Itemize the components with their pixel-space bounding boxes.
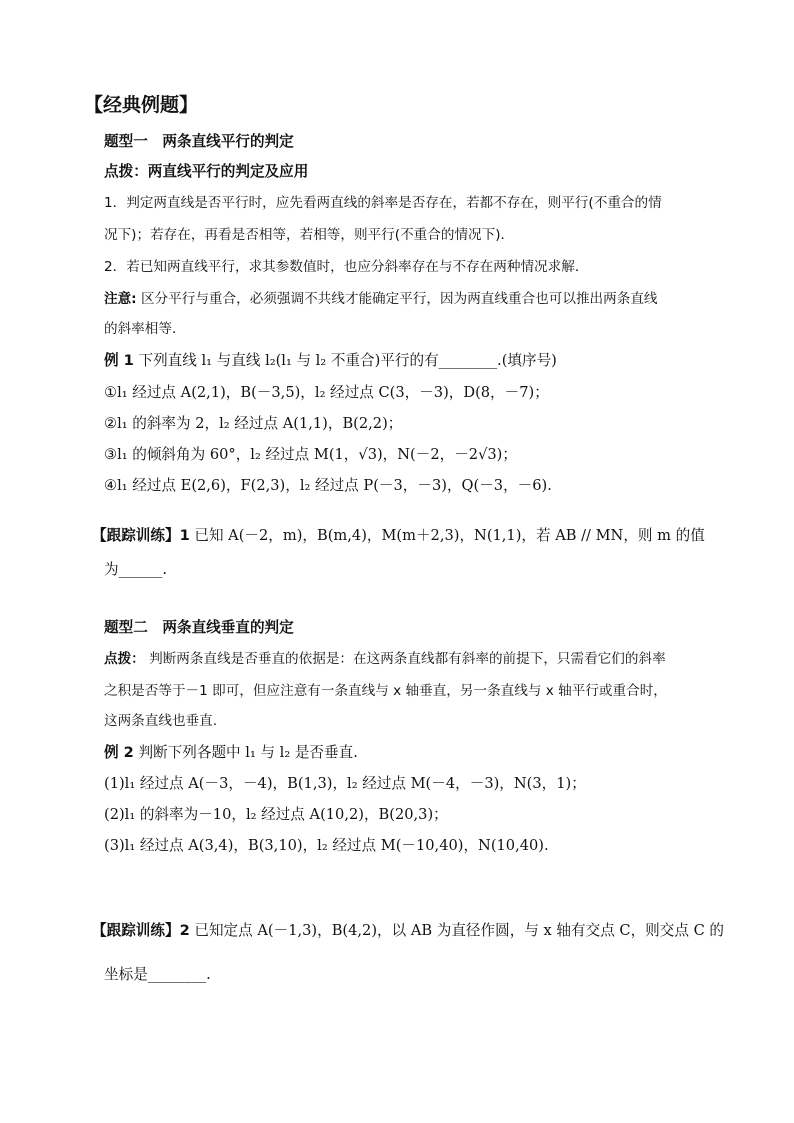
type1-tip-label: 点拨：两直线平行的判定及应用 bbox=[104, 163, 309, 180]
note-label: 注意: bbox=[104, 291, 137, 307]
example-1-item-4: ④l₁ 经过点 E(2,6)，F(2,3)，l₂ 经过点 P(－3，－3)，Q(－3，－6). bbox=[104, 477, 552, 494]
type2-tip bbox=[104, 653, 666, 667]
practice-2 bbox=[92, 924, 724, 939]
practice-2-text: 已知定点 A(－1,3)，B(4,2)，以 AB 为直径作圆，与 x 轴有交点 C，则交点 C 的 bbox=[194, 922, 725, 939]
type2-tip-line-3: 这两条直线也垂直. bbox=[104, 713, 218, 729]
example-2-item-1: (1)l₁ 经过点 A(－3，－4)，B(1,3)，l₂ 经过点 M(－4，－3)，N(3，1)； bbox=[104, 775, 586, 792]
example-2-item-3: (3)l₁ 经过点 A(3,4)，B(3,10)，l₂ 经过点 M(－10,40)，N(10,40). bbox=[104, 837, 549, 854]
note-text: 区分平行与重合，必须强调不共线才能确定平行，因为两直线重合也可以推出两条直线 bbox=[140, 291, 658, 307]
type1-tip-line-1: 1．判定两直线是否平行时，应先看两直线的斜率是否存在，若都不存在，则平行(不重合的情 bbox=[104, 195, 662, 211]
example-1 bbox=[104, 354, 557, 369]
practice-1-label: 【跟踪训练】1 bbox=[92, 527, 190, 544]
type2-tip-text: 判断两条直线是否垂直的依据是：在这两条直线都有斜率的前提下，只需看它们的斜率 bbox=[149, 651, 666, 667]
section-title: 【经典例题】 bbox=[84, 94, 199, 116]
type2-heading: 题型二 两条直线垂直的判定 bbox=[104, 619, 294, 636]
type1-heading: 题型一 两条直线平行的判定 bbox=[104, 133, 294, 150]
practice-1-line-2: 为______. bbox=[104, 561, 168, 578]
practice-1-text: 已知 A(－2，m)，B(m,4)，M(m＋2,3)，N(1,1)，若 AB // MN，则 m 的值 bbox=[194, 527, 705, 544]
type1-tip-line-2: 况下)；若存在，再看是否相等，若相等，则平行(不重合的情况下)． bbox=[104, 227, 515, 243]
example-1-label: 例 1 bbox=[104, 352, 134, 369]
example-2 bbox=[104, 746, 358, 761]
example-2-text: 判断下列各题中 l₁ 与 l₂ 是否垂直. bbox=[138, 744, 358, 761]
example-2-item-2: (2)l₁ 的斜率为－10，l₂ 经过点 A(10,2)，B(20,3)； bbox=[104, 806, 448, 823]
practice-2-line-2: 坐标是________. bbox=[104, 966, 211, 983]
practice-2-label: 【跟踪训练】2 bbox=[92, 922, 190, 939]
example-1-item-2: ②l₁ 的斜率为 2，l₂ 经过点 A(1,1)，B(2,2)； bbox=[104, 415, 403, 432]
type1-note bbox=[104, 293, 658, 307]
type2-tip-line-2: 之积是否等于－1 即可，但应注意有一条直线与 x 轴垂直，另一条直线与 x 轴平行或重合时， bbox=[104, 683, 667, 699]
example-2-label: 例 2 bbox=[104, 744, 134, 761]
example-1-item-1: ①l₁ 经过点 A(2,1)，B(－3,5)，l₂ 经过点 C(3，－3)，D(8，－7)； bbox=[104, 384, 549, 401]
practice-1 bbox=[92, 529, 705, 544]
example-1-text: 下列直线 l₁ 与直线 l₂(l₁ 与 l₂ 不重合)平行的有________.(填序号) bbox=[138, 352, 557, 369]
type1-tip-line-3: 2．若已知两直线平行，求其参数值时，也应分斜率存在与不存在两种情况求解． bbox=[104, 259, 589, 275]
example-1-item-3: ③l₁ 的倾斜角为 60°，l₂ 经过点 M(1，√3)，N(－2，－2√3)； bbox=[104, 446, 517, 463]
type1-note-line-2: 的斜率相等． bbox=[104, 321, 186, 337]
type2-tip-label: 点拨： bbox=[104, 651, 145, 667]
